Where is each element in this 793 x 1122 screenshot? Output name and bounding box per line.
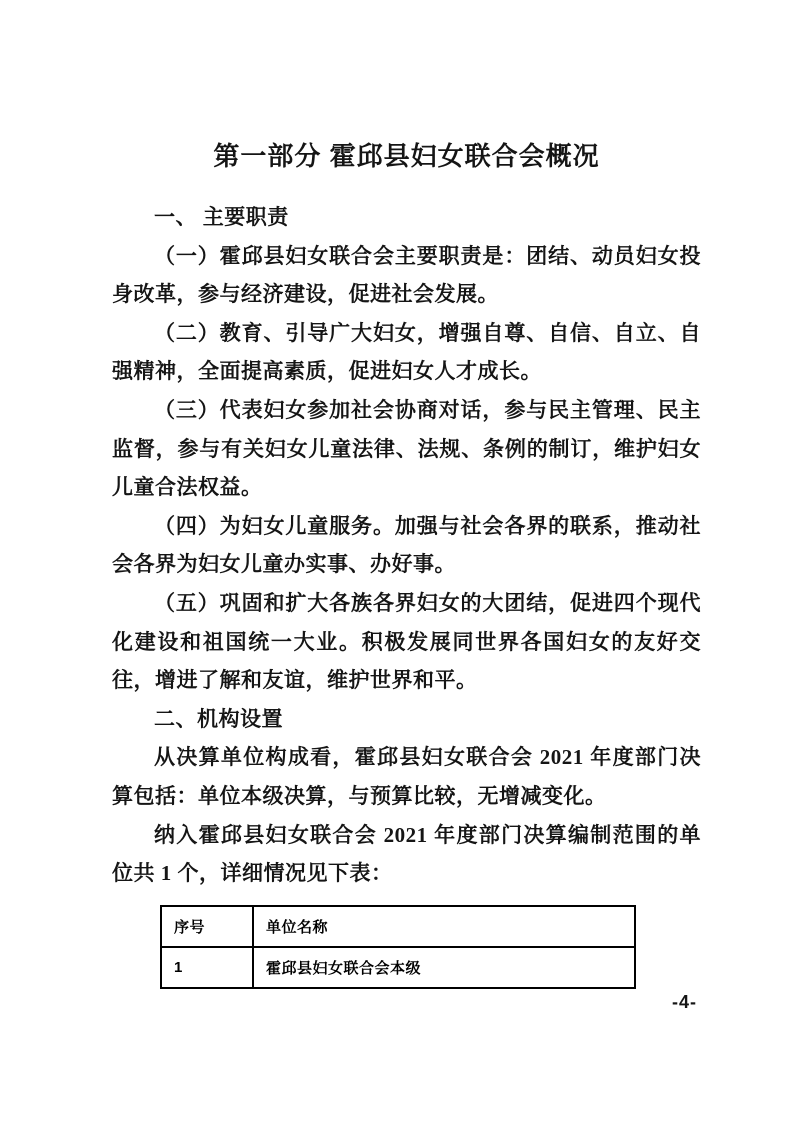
table-cell-unit-name: 霍邱县妇女联合会本级 — [253, 947, 635, 988]
units-table — [160, 905, 636, 989]
section-heading-structure: 二、机构设置 — [154, 706, 283, 731]
table-cell-index: 1 — [161, 947, 253, 988]
table-row — [161, 947, 635, 988]
paragraph-duty-2: （二）教育、引导广大妇女，增强自尊、自信、自立、自强精神，全面提高素质，促进妇女人才成长。 — [112, 320, 701, 384]
paragraph-structure-2: 纳入霍邱县妇女联合会 2021 年度部门决算编制范围的单位共 1 个，详细情况见下表： — [112, 822, 701, 886]
paragraph-duty-1: （一）霍邱县妇女联合会主要职责是：团结、动员妇女投身改革，参与经济建设，促进社会发展。 — [112, 243, 701, 307]
paragraph-duty-3: （三）代表妇女参加社会协商对话，参与民主管理、民主监督，参与有关妇女儿童法律、法规、条例的制订，维护妇女儿童合法权益。 — [112, 397, 701, 500]
section-heading-duties: 一、 主要职责 — [154, 205, 289, 229]
paragraph-structure-1: 从决算单位构成看，霍邱县妇女联合会 2021 年度部门决算包括：单位本级决算，与预算比较，无增减变化。 — [112, 745, 701, 808]
paragraph-duty-4: （四）为妇女儿童服务。加强与社会各界的联系，推动社会各界为妇女儿童办实事、办好事。 — [112, 513, 701, 577]
page-title: 第一部分 霍邱县妇女联合会概况 — [213, 141, 600, 171]
table-header-unit-name: 单位名称 — [253, 906, 635, 947]
table-header-index: 序号 — [161, 906, 253, 947]
paragraph-duty-5: （五）巩固和扩大各族各界妇女的大团结，促进四个现代化建设和祖国统一大业。积极发展同世界各国妇女的友好交往，增进了解和友谊，维护世界和平。 — [112, 590, 701, 693]
page-number: -4- — [672, 992, 697, 1012]
table-header-row — [161, 906, 635, 947]
